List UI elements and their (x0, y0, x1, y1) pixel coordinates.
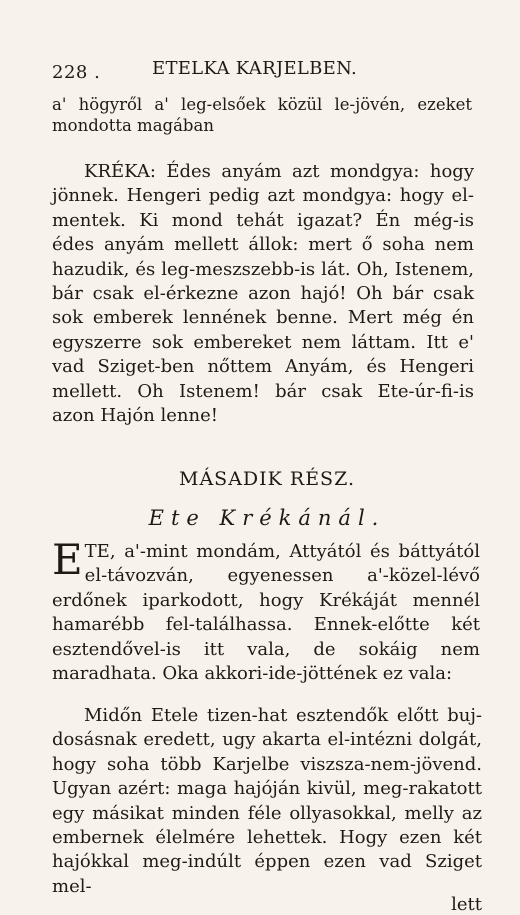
book-page (52, 48, 482, 915)
section-subtitle: Ete Krékánál. (148, 506, 386, 530)
paragraph-3-text: TE, a'-mint mondám, Attyától és báttyától el-távozván, egyenessen a'-közel-lévő erdőnek iparkodott, hogy Krékáját mennél hamarébb fel-találhassa. Ennek-előtte két esztendővel-is itt vala, de sokáig nem maradhata. Oka akkori-ide-jöttének ez vala: (52, 541, 480, 685)
paragraph-2: KRÉKA: Édes anyám azt mondgya: hogy jönnek. Hengeri pedig azt mondgya: hogy el-mentek. Ki mond tehát igazat? Én még-is édes anyám mellett állok: mert ő soha nem hazudik, és leg-meszszebb-is lát. Oh, Istenem, bár csak el-érkezne azon hajó! Oh bár csak sok emberek lennének benne. Mert még én egyszerre sok embereket nem láttam. Itt e' vad Sziget-ben nőttem Anyám, és Hengeri mellett. Oh Istenem! bár csak Ete-úr-fi-is azon Hajón lenne! (52, 161, 474, 427)
paragraph-3 (52, 535, 480, 686)
paragraph-1: a' högyről a' leg-elsőek közül le-jövén, ezeket mondotta magában (52, 95, 472, 135)
catchword: lett (451, 894, 482, 915)
running-title: ETELKA KARJELBEN. (152, 58, 358, 79)
page-number: 228 . (52, 62, 101, 83)
page-header (52, 48, 482, 83)
paragraph-4: Midőn Etele tizen-hat esztendők előtt buj-dosásnak eredett, ugy akarta el-intézni dolgát, hogy soha több Karjelbe viszsza-nem-jövend. Ugyan azért: maga hajóján kivül, meg-rakatott egy másikat minden féle ollyasokkal, melly az embernek élelmére lehettek. Hogy ezen két hajókkal meg-indúlt éppen ezen vad Sziget mel- (52, 705, 482, 897)
drop-cap: E (52, 535, 83, 584)
section-title: MÁSADIK RÉSZ. (179, 468, 355, 490)
